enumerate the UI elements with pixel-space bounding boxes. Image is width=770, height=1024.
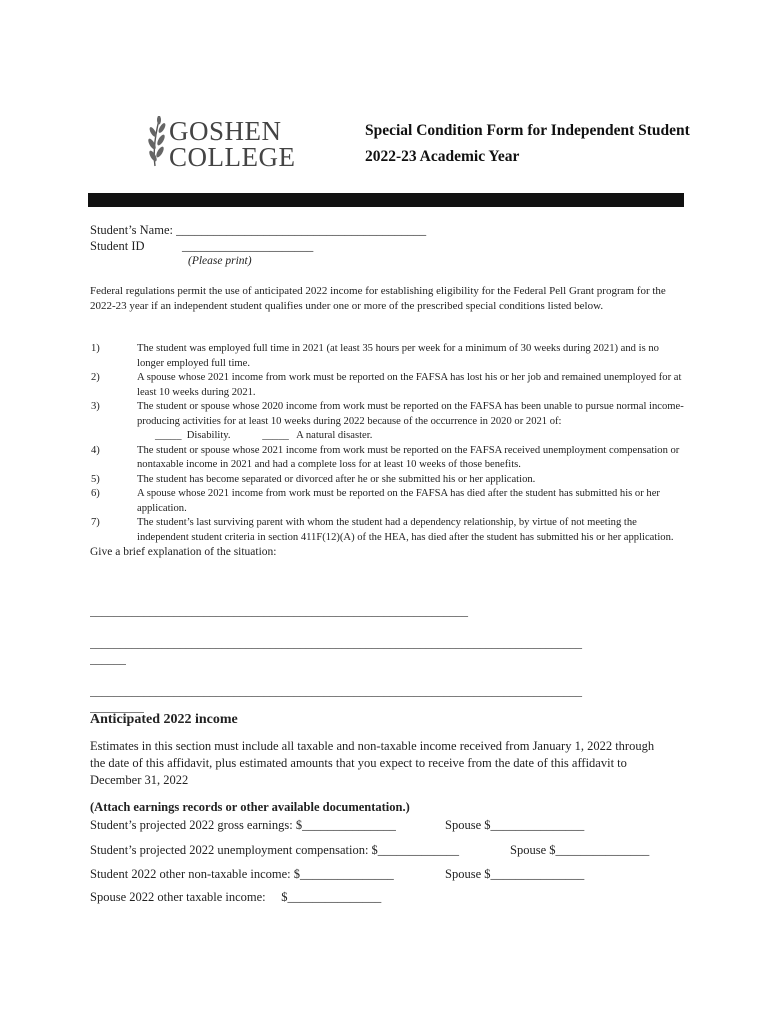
list-text: The student or spouse whose 2020 income from work must be reported on the FAFSA has been unable to pursue normal income-producing activities for at least 10 weeks during 2022 because of the occurrence in 2020 or 2021 of: [137, 401, 684, 427]
list-text: The student or spouse whose 2021 income from work must be reported on the FAFSA received unemployment compensation or nontaxable income in 2021 and had a complete loss for at least 10 weeks of those benefits. [137, 444, 680, 470]
logo-line-1: GOSHEN [169, 116, 282, 146]
spouse-unemployment-field[interactable]: Spouse $_______________ [510, 843, 650, 857]
list-number: 3) [91, 401, 100, 412]
college-logo [143, 114, 296, 172]
list-number: 1) [91, 343, 100, 354]
explanation-line[interactable]: ______ [90, 652, 126, 666]
intro-paragraph: Federal regulations permit the use of anticipated 2022 income for establishing eligibility for the Federal Pell Grant program for the 2022-23 year if an independent student qualifies under one or more of the prescribed special conditions listed below. [90, 285, 666, 312]
explanation-line[interactable]: __________________________________________________________________________________ [90, 636, 582, 650]
list-text: The student has become separated or divorced after he or she submitted his or her application. [137, 473, 536, 485]
list-number: 6) [91, 488, 100, 499]
spouse-taxable-income-field[interactable]: Spouse 2022 other taxable income: $_______________ [90, 890, 382, 904]
conditions-list [90, 342, 685, 560]
explanation-line[interactable]: _________ [90, 700, 144, 714]
wheat-icon [143, 116, 167, 168]
list-number: 4) [91, 444, 100, 456]
list-text: The student was employed full time in 2021 (at least 35 hours per week for a minimum of 30 weeks during 2021) and is no longer employed full time. [137, 343, 659, 369]
list-item [90, 371, 685, 400]
income-heading: Anticipated 2022 income [90, 712, 238, 727]
explanation-label: Give a brief explanation of the situation: [90, 546, 277, 558]
list-number: 2) [91, 372, 100, 383]
list-item [90, 473, 685, 488]
student-name-field[interactable]: Student’s Name: ________________________________________ [90, 223, 427, 237]
unemployment-field[interactable]: Student’s projected 2022 unemployment compensation: $_____________ [90, 843, 460, 857]
list-text: A spouse whose 2021 income from work must be reported on the FAFSA has died after the student has submitted his or her application. [137, 488, 660, 514]
list-text: A spouse whose 2021 income from work must be reported on the FAFSA has lost his or her job and remained unemployed for at least 10 weeks during 2021. [137, 372, 682, 398]
please-print-note: (Please print) [188, 255, 252, 267]
condition3-options[interactable]: _____ Disability. _____ A natural disaster. [155, 430, 373, 441]
list-number: 5) [91, 473, 100, 485]
non-taxable-income-field[interactable]: Student 2022 other non-taxable income: $_______________ [90, 867, 394, 881]
form-subtitle: 2022-23 Academic Year [365, 148, 520, 165]
header-divider [88, 193, 684, 207]
gross-earnings-field[interactable]: Student’s projected 2022 gross earnings: $_______________ [90, 818, 396, 832]
list-item [90, 400, 685, 429]
list-item [90, 516, 685, 545]
income-paragraph: Estimates in this section must include all taxable and non-taxable income received from January 1, 2022 through the date of this affidavit, plus estimated amounts that you expect to receive from the date of this affidavit to December 31, 2022 [90, 739, 655, 787]
form-title: Special Condition Form for Independent Student [365, 122, 690, 139]
student-id-field[interactable]: _____________________ [182, 239, 314, 253]
explanation-line[interactable]: __________________________________________________________________________________ [90, 684, 582, 698]
list-item [90, 487, 685, 516]
attach-note: (Attach earnings records or other available documentation.) [90, 800, 410, 814]
explanation-line[interactable]: _______________________________________________________________ [90, 604, 468, 618]
logo-line-2: COLLEGE [169, 142, 296, 172]
student-id-label: Student ID [90, 239, 145, 253]
list-number: 7) [91, 517, 100, 528]
spouse-gross-earnings-field[interactable]: Spouse $_______________ [445, 818, 585, 832]
spouse-non-taxable-field[interactable]: Spouse $_______________ [445, 867, 585, 881]
list-text: The student’s last surviving parent with whom the student had a dependency relationship, by virtue of not meeting the independent student criteria in section 411F(12)(A) of the HEA, has died after the student has submitted his or her application. [137, 517, 674, 543]
list-item [90, 342, 685, 371]
list-item [90, 444, 685, 473]
